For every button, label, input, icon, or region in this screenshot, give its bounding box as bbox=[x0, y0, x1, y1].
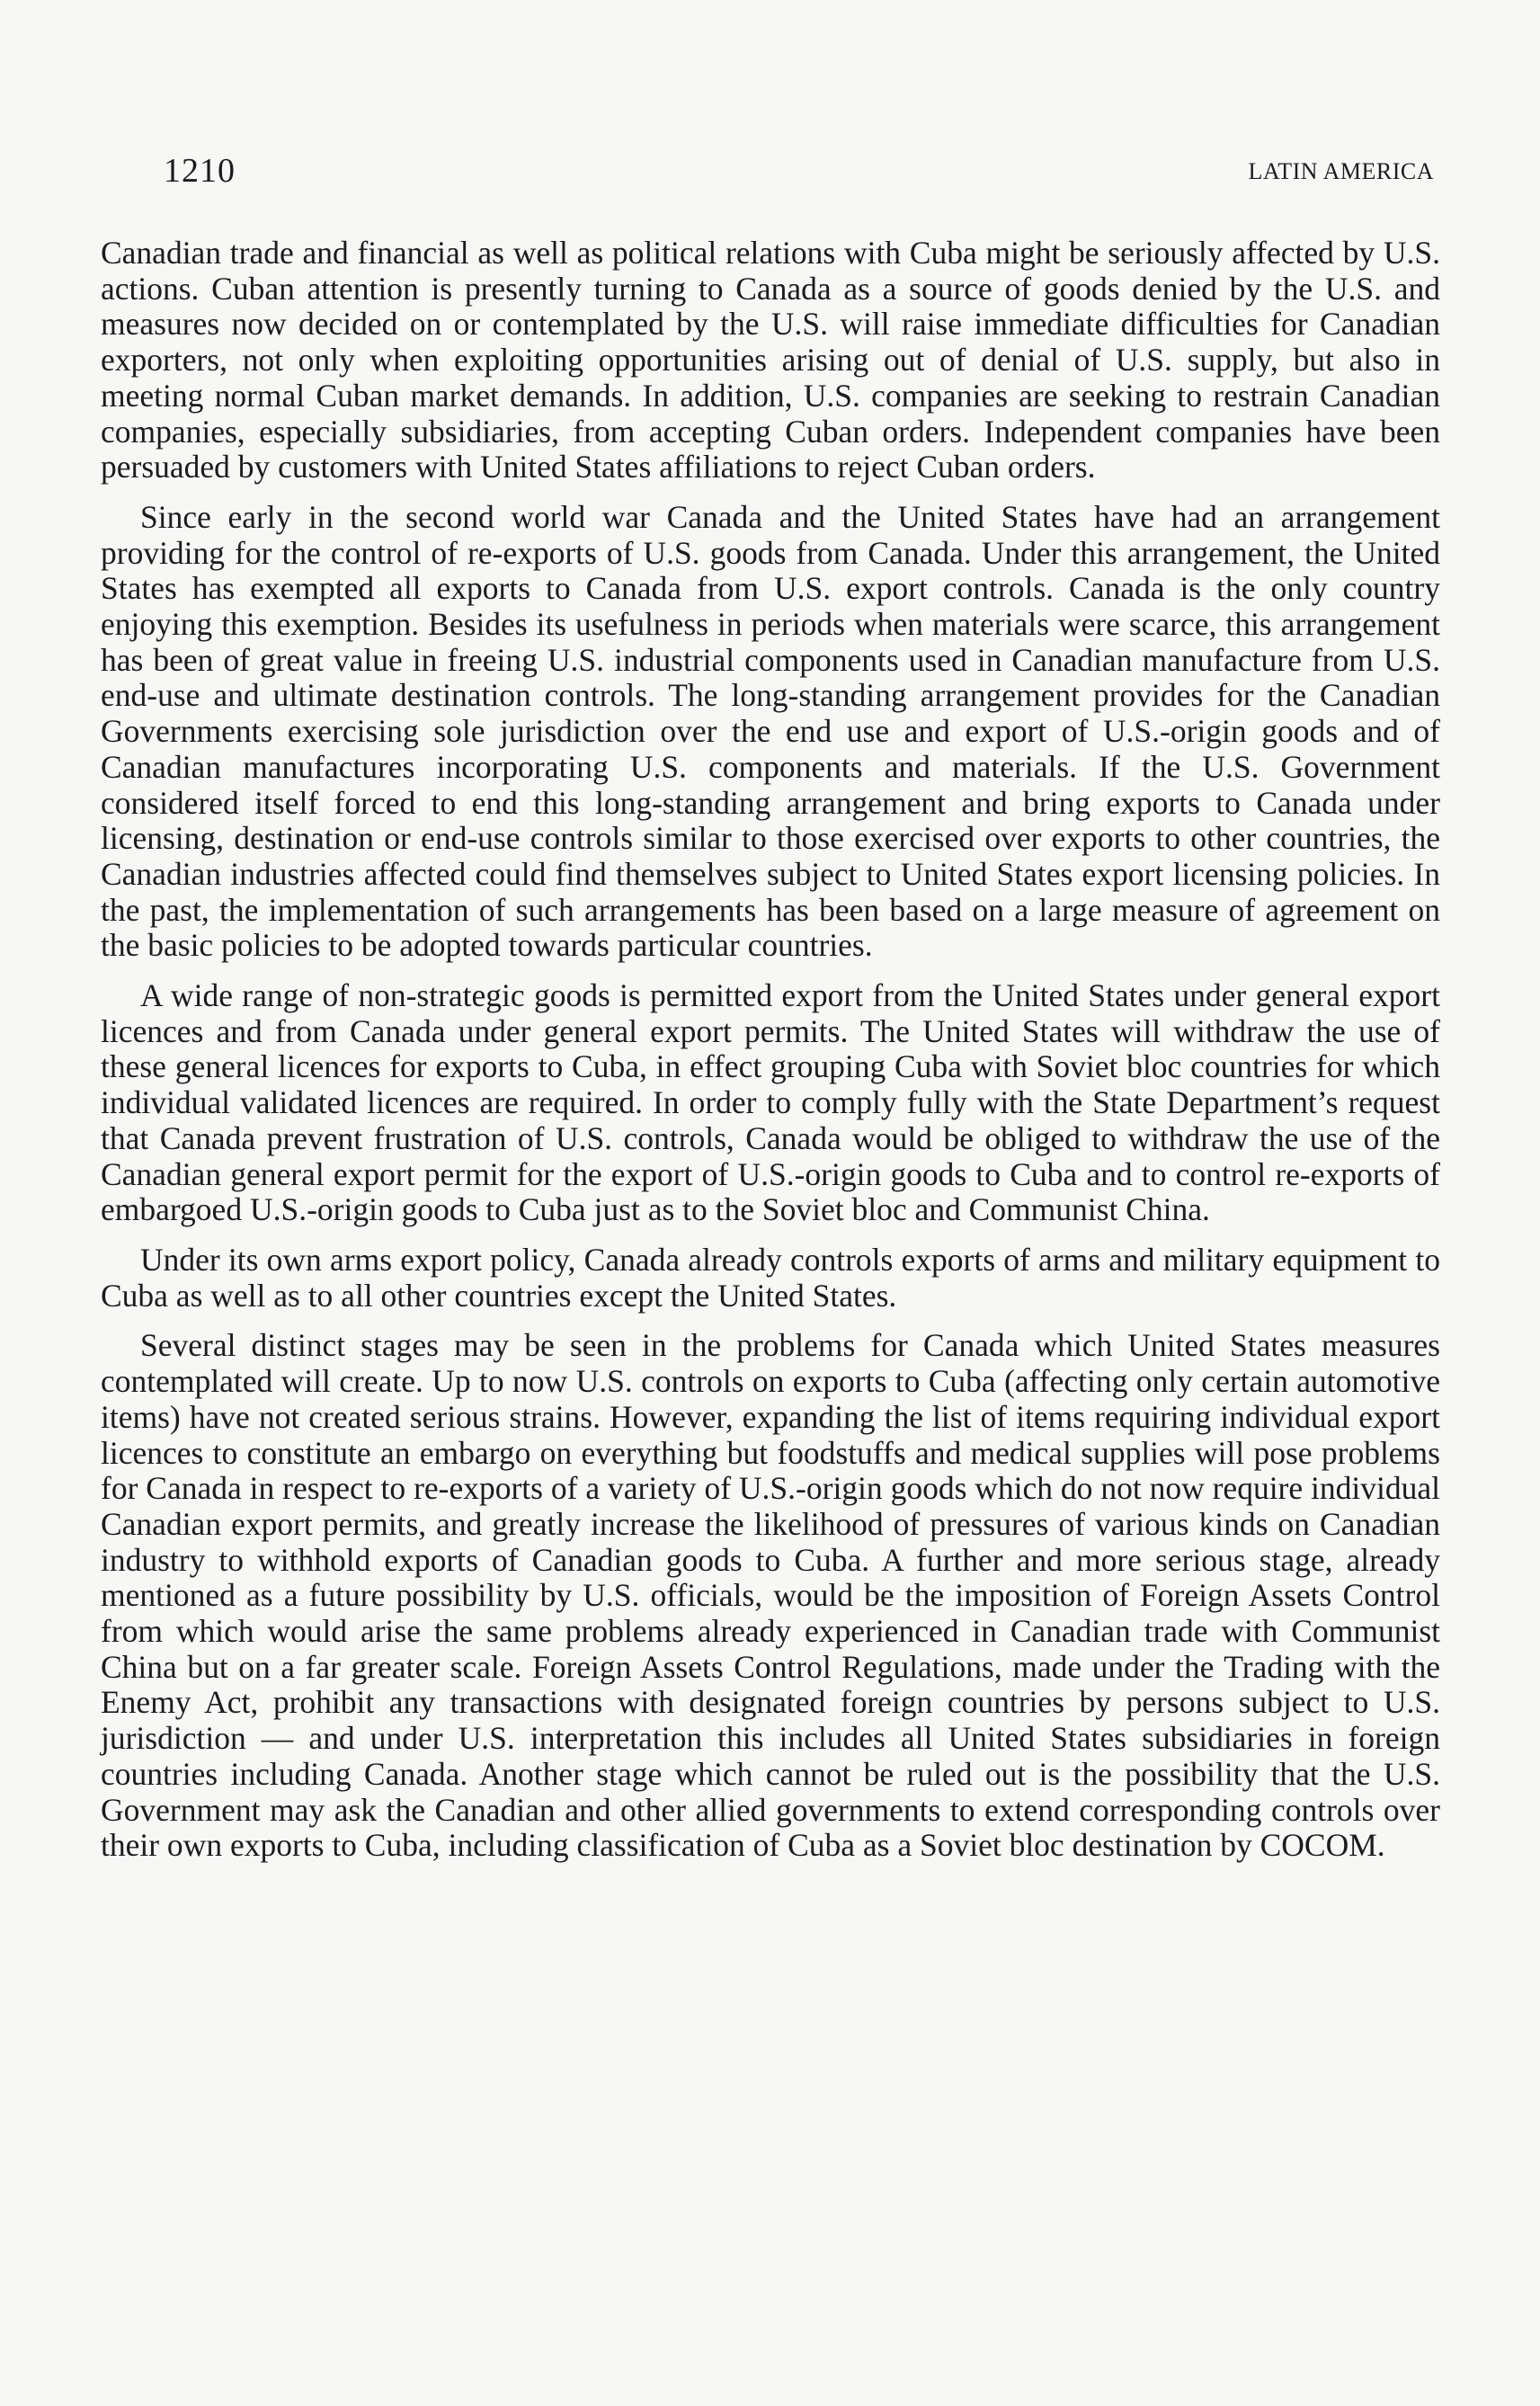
paragraph-distinct-stages: Several distinct stages may be seen in the problems for Canada which United States measures contemplated will create. Up to now U.S. controls on exports to Cuba (affecting only certain automotive items) have not created serious strains. However, expanding the list of items requiring individual export licences to constitute an embargo on everything but foodstuffs and medical supplies will pose problems for Canada in respect to re-exports of a variety of U.S.-origin goods which do not now require individual Canadian export permits, and greatly increase the likelihood of pressures of various kinds on Canadian industry to withhold exports of Canadian goods to Cuba. A further and more serious stage, already mentioned as a future possibility by U.S. officials, would be the imposition of Foreign Assets Control from which would arise the same problems already experienced in Canadian trade with Communist China but on a far greater scale. Foreign Assets Control Regulations, made under the Trading with the Enemy Act, prohibit any transactions with designated foreign countries by persons subject to U.S. jurisdiction — and under U.S. interpretation this includes all United States subsidiaries in foreign countries including Canada. Another stage which cannot be ruled out is the possibility that the U.S. Government may ask the Canadian and other allied governments to extend corresponding controls over their own exports to Cuba, including classification of Cuba as a Soviet bloc destination by COCOM. bbox=[101, 1327, 1440, 1864]
page-number: 1210 bbox=[164, 152, 236, 190]
paragraph-canadian-trade: Canadian trade and financial as well as political relations with Cuba might be seriously affected by U.S. actions. Cuban attention is presently turning to Canada as a source of goods denied by the U.S. and measures now decided on or contemplated by the U.S. will raise immediate difficulties for Canadian exporters, not only when exploiting opportunities arising out of denial of U.S. supply, but also in meeting normal Cuban market demands. In addition, U.S. companies are seeking to restrain Canadian companies, especially subsidiaries, from accepting Cuban orders. Independent companies have been persuaded by customers with United States affiliations to reject Cuban orders. bbox=[101, 235, 1440, 486]
body-text bbox=[101, 236, 1440, 1878]
paragraph-general-licences: A wide range of non-strategic goods is permitted export from the United States under general export licences and from Canada under general export permits. The United States will withdraw the use of these general licences for exports to Cuba, in effect grouping Cuba with Soviet bloc countries for which individual validated licences are required. In order to comply fully with the State Department’s request that Canada prevent frustration of U.S. controls, Canada would be obliged to withdraw the use of the Canadian general export permit for the export of U.S.-origin goods to Cuba and to control re-exports of embargoed U.S.-origin goods to Cuba just as to the Soviet bloc and Communist China. bbox=[101, 977, 1440, 1228]
paragraph-arms-export-policy: Under its own arms export policy, Canada already controls exports of arms and military equipment to Cuba as well as to all other countries except the United States. bbox=[101, 1241, 1440, 1314]
paragraph-re-export-arrangement: Since early in the second world war Canada and the United States have had an arrangement providing for the control of re-exports of U.S. goods from Canada. Under this arrangement, the United States has exempted all exports to Canada from U.S. export controls. Canada is the only country enjoying this exemption. Besides its usefulness in periods when materials were scarce, this arrangement has been of great value in freeing U.S. industrial components used in Canadian manufacture from U.S. end-use and ultimate destination controls. The long-standing arrangement provides for the Canadian Governments exercising sole jurisdiction over the end use and export of U.S.-origin goods and of Canadian manufactures incorporating U.S. components and materials. If the U.S. Government considered itself forced to end this long-standing arrangement and bring exports to Canada under licensing, destination or end-use controls similar to those exercised over exports to other countries, the Canadian industries affected could find themselves subject to United States export licensing policies. In the past, the implementation of such arrangements has been based on a large measure of agreement on the basic policies to be adopted towards particular countries. bbox=[101, 498, 1440, 964]
running-head: LATIN AMERICA bbox=[1248, 158, 1434, 184]
page-header bbox=[164, 151, 1434, 198]
